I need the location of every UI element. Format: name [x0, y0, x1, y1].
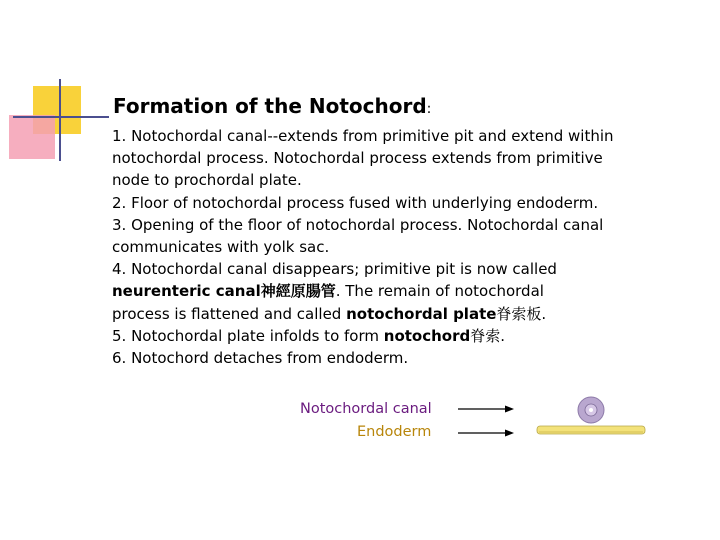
- body-line-6: communicates with yolk sac.: [112, 238, 330, 257]
- body-line-8-rest: . The remain of notochordal: [335, 282, 544, 301]
- endoderm-shadow: [539, 431, 643, 433]
- body-line-5: 3. Opening of the floor of notochordal process. Notochordal canal: [112, 215, 604, 234]
- slide-title-colon: :: [426, 101, 432, 117]
- body-line-10-post: 脊索.: [470, 326, 506, 345]
- notochordal-canal-lumen: [589, 408, 593, 412]
- body-line-10-pre: 5. Notochordal plate infolds to form: [112, 326, 384, 345]
- body-line-10: [112, 325, 672, 347]
- body-line-9-post: 脊索板.: [496, 304, 547, 323]
- label-notochordal-canal: Notochordal canal: [300, 401, 432, 417]
- decor-pink-square: [9, 115, 55, 159]
- cross-section-diagram: [535, 393, 650, 443]
- decor-horizontal-line: [13, 116, 109, 118]
- body-line-9-pre: process is flattened and called: [112, 304, 347, 323]
- term-notochordal-plate: notochordal plate: [346, 304, 497, 323]
- body-line-7: 4. Notochordal canal disappears; primitive pit is now called: [112, 260, 557, 279]
- slide-body: [112, 125, 672, 369]
- body-line-3: node to prochordal plate.: [112, 171, 302, 190]
- body-line-1: 1. Notochordal canal--extends from primitive pit and extend within: [112, 127, 614, 145]
- arrow-right-icon: [458, 404, 514, 414]
- label-endoderm: Endoderm: [357, 424, 432, 440]
- decor-vertical-line: [59, 79, 61, 161]
- body-line-2: notochordal process. Notochordal process extends from primitive: [112, 149, 603, 168]
- body-line-9: [112, 303, 672, 325]
- slide-title-text: Formation of the Notochord: [113, 94, 427, 118]
- body-line-8: [112, 280, 672, 302]
- body-line-11: 6. Notochord detaches from endoderm.: [112, 349, 409, 368]
- body-line-4: 2. Floor of notochordal process fused with underlying endoderm.: [112, 193, 599, 212]
- slide-title: [113, 94, 431, 118]
- term-notochord: notochord: [383, 326, 471, 345]
- arrow-right-icon: [458, 428, 514, 438]
- term-neurenteric-canal: neurenteric canal神經原腸管: [112, 282, 336, 301]
